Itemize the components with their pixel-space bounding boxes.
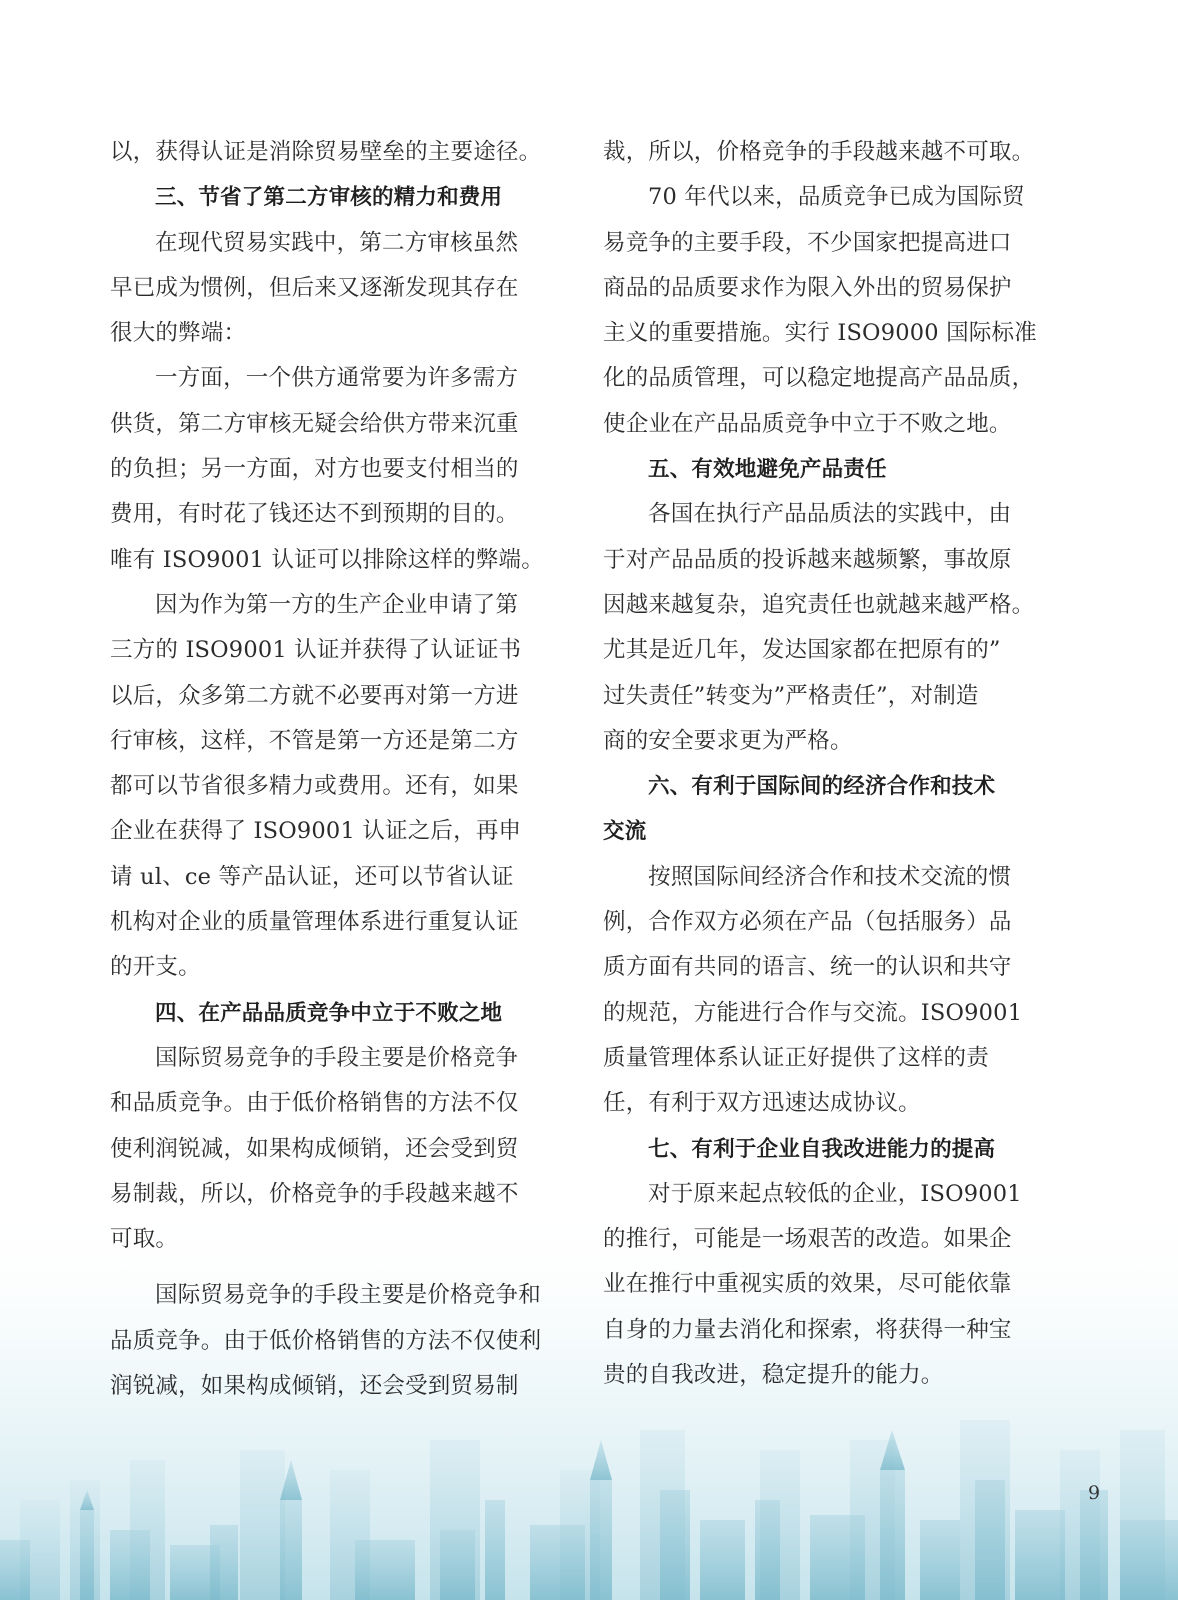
section-heading: 四、在产品品质竞争中立于不败之地 [155,1000,503,1026]
section-heading: 五、有效地避免产品责任 [648,457,887,483]
text-line: 商品的品质要求作为限入外出的贸易保护 [603,274,1012,301]
text-line: 品质竞争。由于低价格销售的方法不仅使利 [110,1327,542,1354]
text-line: 的开支。 [110,954,201,981]
paragraph-first-line: 因为作为第一方的生产企业申请了第 [155,591,519,618]
paragraph-first-line: 国际贸易竞争的手段主要是价格竞争 [155,1044,519,1071]
text-line: 都可以节省很多精力或费用。还有，如果 [110,773,519,800]
text-line: 请 ul、ce 等产品认证，还可以节省认证 [110,863,514,890]
text-line: 润锐减，如果构成倾销，还会受到贸易制 [110,1373,519,1400]
paragraph-first-line: 在现代贸易实践中，第二方审核虽然 [155,229,519,256]
text-line: 以，获得认证是消除贸易壁垒的主要途径。 [110,139,542,165]
text-line: 易竞争的主要手段，不少国家把提高进口 [603,229,1012,256]
text-line: 质方面有共同的语言、统一的认识和共守 [603,954,1012,981]
text-line: 任，有利于双方迅速达成协议。 [603,1090,921,1117]
text-line: 很大的弊端： [110,320,247,347]
text-line: 可取。 [110,1226,179,1253]
text-line: 质量管理体系认证正好提供了这样的责 [603,1044,989,1071]
paragraph-first-line: 国际贸易竞争的手段主要是价格竞争和 [155,1282,541,1309]
text-line: 企业在获得了 ISO9001 认证之后，再申 [110,818,522,845]
left-text-column [110,130,560,1409]
section-heading: 七、有利于企业自我改进能力的提高 [648,1136,996,1162]
right-text-column [603,130,1053,1398]
text-line: 因越来越复杂，追究责任也就越来越严格。 [603,591,1035,618]
text-line: 尤其是近几年，发达国家都在把原有的” [603,637,1001,664]
text-line: 易制裁，所以，价格竞争的手段越来越不 [110,1180,519,1207]
text-line: 过失责任”转变为”严格责任”，对制造 [603,682,979,709]
text-line: 业在推行中重视实质的效果，尽可能依靠 [603,1271,1012,1298]
section-heading: 六、有利于国际间的经济合作和技术 [648,774,996,800]
text-line: 和品质竞争。由于低价格销售的方法不仅 [110,1090,519,1117]
text-line: 以后，众多第二方就不必要再对第一方进 [110,682,519,709]
text-line: 的规范，方能进行合作与交流。ISO9001 [603,999,1023,1026]
paragraph-first-line: 按照国际间经济合作和技术交流的惯 [648,863,1012,890]
text-line: 的推行，可能是一场艰苦的改造。如果企 [603,1226,1012,1253]
text-line: 使利润锐减，如果构成倾销，还会受到贸 [110,1135,519,1162]
paragraph-first-line: 一方面，一个供方通常要为许多需方 [155,365,519,392]
text-line: 三方的 ISO9001 认证并获得了认证证书 [110,637,522,664]
text-line: 商的安全要求更为严格。 [603,727,853,754]
paragraph-first-line: 70 年代以来，品质竞争已成为国际贸 [648,184,1025,211]
text-line: 自身的力量去消化和探索，将获得一种宝 [603,1316,1012,1343]
section-heading-continuation: 交流 [603,819,647,845]
paragraph-first-line: 各国在执行产品品质法的实践中，由 [648,501,1012,528]
text-line: 机构对企业的质量管理体系进行重复认证 [110,909,519,936]
text-line: 于对产品品质的投诉越来越频繁，事故原 [603,546,1012,573]
text-line: 使企业在产品品质竞争中立于不败之地。 [603,410,1012,437]
text-line: 费用，有时花了钱还达不到预期的目的。 [110,501,519,528]
text-line: 例，合作双方必须在产品（包括服务）品 [603,909,1012,936]
text-line: 的负担；另一方面，对方也要支付相当的 [110,456,519,483]
text-line: 裁，所以，价格竞争的手段越来越不可取。 [603,139,1035,165]
text-line: 行审核，这样，不管是第一方还是第二方 [110,727,519,754]
text-line: 早已成为惯例，但后来又逐渐发现其存在 [110,274,519,301]
text-line: 主义的重要措施。实行 ISO9000 国际标准 [603,320,1037,347]
text-line: 供货，第二方审核无疑会给供方带来沉重 [110,410,519,437]
text-line: 唯有 ISO9001 认证可以排除这样的弊端。 [110,546,544,573]
paragraph-first-line: 对于原来起点较低的企业，ISO9001 [648,1180,1022,1207]
text-line: 化的品质管理，可以稳定地提高产品品质， [603,365,1035,392]
text-line: 贵的自我改进，稳定提升的能力。 [603,1362,944,1389]
page-number: 9 [1088,1482,1101,1504]
paragraph-gap [110,1262,560,1273]
section-heading: 三、节省了第二方审核的精力和费用 [155,185,503,211]
